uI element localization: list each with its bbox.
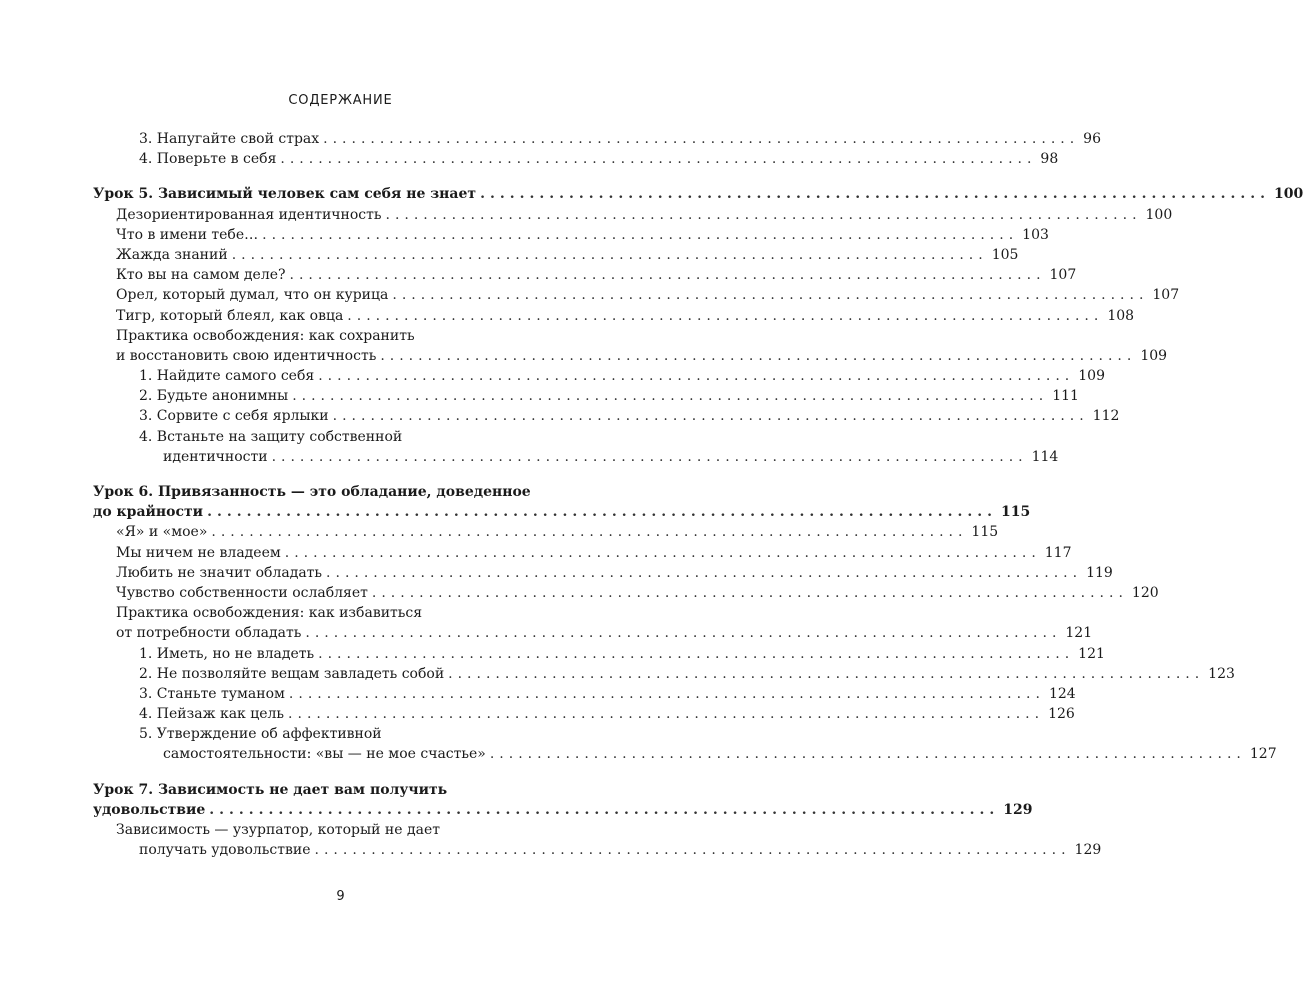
dot-leader: ................................................................................ xyxy=(207,504,997,521)
toc-entry-page: 105 xyxy=(991,246,1019,263)
lesson-title-line1: Урок 6. Привязанность — это обладание, доведенное xyxy=(93,484,531,500)
toc-step-heading xyxy=(93,427,549,447)
toc-step[interactable] xyxy=(93,744,1277,764)
toc-lesson-6[interactable] xyxy=(93,502,1031,522)
toc-entry[interactable] xyxy=(93,149,1059,169)
toc-practice-heading xyxy=(93,603,549,623)
toc-step-title: 1. Иметь, но не владеть xyxy=(139,645,315,662)
toc-entry[interactable] xyxy=(93,840,1102,860)
toc-step-title: 1. Найдите самого себя xyxy=(139,368,315,385)
toc-entry-title: Чувство собственности ослабляет xyxy=(116,584,368,601)
toc-entry-page: 119 xyxy=(1086,564,1113,581)
toc-step-title-line1: 4. Встаньте на защиту собственной xyxy=(139,428,403,445)
toc-entry-title: «Я» и «мое» xyxy=(116,524,208,541)
dot-leader: ................................................................................ xyxy=(284,544,1041,561)
practice-title-line1: Практика освобождения: как сохранить xyxy=(116,327,415,344)
toc-entry[interactable] xyxy=(93,205,1173,225)
lesson-title-line2: удовольствие xyxy=(93,801,206,818)
table-of-contents xyxy=(93,129,1303,860)
toc-step-page: 124 xyxy=(1048,685,1076,702)
toc-lesson-7[interactable] xyxy=(93,800,1033,820)
toc-entry[interactable] xyxy=(93,245,1019,265)
dot-leader: ................................................................................ xyxy=(211,524,968,541)
dot-leader: ................................................................................ xyxy=(262,226,1019,243)
toc-lesson-7-heading xyxy=(93,780,549,800)
lesson-page: 129 xyxy=(1003,801,1033,818)
toc-entry-page: 109 xyxy=(1140,347,1168,364)
dot-leader: ................................................................................ xyxy=(305,625,1062,642)
toc-step-title: 4. Пейзаж как цель xyxy=(139,706,285,723)
dot-leader: ................................................................................ xyxy=(292,388,1049,405)
dot-leader: ................................................................................ xyxy=(318,645,1075,662)
toc-entry-page: 129 xyxy=(1074,842,1102,859)
toc-entry-page: 121 xyxy=(1065,625,1093,642)
toc-entry[interactable] xyxy=(93,285,1180,305)
lesson-page: 100 xyxy=(1274,186,1303,203)
dot-leader: ................................................................................ xyxy=(347,307,1104,324)
toc-entry-title: Что в имени тебе… xyxy=(116,226,259,243)
toc-entry[interactable] xyxy=(93,583,1159,603)
toc-step-page: 123 xyxy=(1208,665,1235,682)
toc-entry-page: 100 xyxy=(1145,206,1173,223)
practice-title-line1: Практика освобождения: как избавиться xyxy=(116,605,423,622)
toc-step-title-line2: самостоятельности: «вы — не мое счастье» xyxy=(163,746,486,763)
toc-entry-page: 108 xyxy=(1107,307,1135,324)
toc-entry-title: Дезориентированная идентичность xyxy=(116,206,382,223)
toc-entry-heading xyxy=(93,820,549,840)
practice-title-line2: и восстановить свою идентичность xyxy=(116,347,377,364)
toc-entry-title: Тигр, который блеял, как овца xyxy=(116,307,344,324)
toc-step[interactable] xyxy=(93,366,1105,386)
toc-lesson-6-heading xyxy=(93,482,549,502)
toc-entry[interactable] xyxy=(93,129,1101,149)
dot-leader: ................................................................................ xyxy=(271,448,1028,465)
toc-entry[interactable] xyxy=(93,265,1077,285)
toc-entry-title: 3. Напугайте свой страх xyxy=(139,131,320,147)
toc-entry-page: 107 xyxy=(1152,287,1180,304)
toc-entry[interactable] xyxy=(93,543,1072,563)
toc-entry-title: Жажда знаний xyxy=(116,246,228,263)
toc-entry-title: Мы ничем не владеем xyxy=(116,544,281,561)
toc-step-title: 2. Не позволяйте вещам завладеть собой xyxy=(139,665,445,682)
toc-step[interactable] xyxy=(93,684,1076,704)
toc-entry-title-line1: Зависимость — узурпатор, который не дает xyxy=(116,822,440,838)
toc-step-title: 3. Сорвите с себя ярлыки xyxy=(139,408,329,425)
toc-entry-page: 107 xyxy=(1049,267,1077,284)
toc-step-title: 2. Будьте анонимны xyxy=(139,388,289,405)
dot-leader: ................................................................................ xyxy=(332,408,1089,425)
toc-step[interactable] xyxy=(93,644,1105,664)
toc-entry[interactable] xyxy=(93,306,1135,326)
dot-leader: ................................................................................ xyxy=(323,131,1080,147)
lesson-title-line1: Урок 7. Зависимость не дает вам получить xyxy=(93,781,448,798)
toc-step[interactable] xyxy=(93,406,1120,426)
toc-step-page: 112 xyxy=(1092,408,1120,425)
toc-step[interactable] xyxy=(93,386,1079,406)
toc-entry-title: Любить не значит обладать xyxy=(116,564,323,581)
dot-leader: ................................................................................ xyxy=(392,287,1149,304)
dot-leader: ................................................................................ xyxy=(288,685,1045,702)
toc-entry[interactable] xyxy=(93,225,1049,245)
dot-leader: ................................................................................ xyxy=(314,842,1071,859)
toc-entry-page: 120 xyxy=(1131,584,1159,601)
dot-leader: ................................................................................ xyxy=(318,368,1075,385)
page-number: 9 xyxy=(336,889,345,904)
toc-step-page: 127 xyxy=(1249,746,1277,763)
dot-leader: ................................................................................ xyxy=(380,347,1137,364)
toc-practice-heading xyxy=(93,326,549,346)
practice-title-line2: от потребности обладать xyxy=(116,625,302,642)
dot-leader: ................................................................................ xyxy=(489,746,1246,763)
toc-entry-title-line2: получать удовольствие xyxy=(139,842,311,859)
toc-step-title-line1: 5. Утверждение об аффективной xyxy=(139,726,382,743)
lesson-title: Урок 5. Зависимый человек сам себя не знает xyxy=(93,186,477,203)
toc-step-title-line2: идентичности xyxy=(163,448,268,465)
dot-leader: ................................................................................ xyxy=(288,706,1045,723)
dot-leader: ................................................................................ xyxy=(326,564,1083,581)
toc-step-page: 126 xyxy=(1048,706,1075,723)
toc-step-heading xyxy=(93,724,549,744)
dot-leader: ................................................................................ xyxy=(385,206,1142,223)
toc-entry[interactable] xyxy=(93,346,1168,366)
toc-step-page: 114 xyxy=(1031,448,1059,465)
dot-leader: ................................................................................ xyxy=(289,267,1046,284)
dot-leader: ................................................................................ xyxy=(231,246,988,263)
toc-entry[interactable] xyxy=(93,623,1093,643)
toc-step[interactable] xyxy=(93,447,1059,467)
dot-leader: ................................................................................ xyxy=(209,801,1000,818)
toc-step-page: 109 xyxy=(1078,368,1105,385)
toc-step[interactable] xyxy=(93,664,1235,684)
toc-entry-page: 98 xyxy=(1040,151,1059,168)
toc-entry-title: Орел, который думал, что он курица xyxy=(116,287,389,304)
toc-entry[interactable] xyxy=(93,563,1113,583)
toc-entry-title: 4. Поверьте в себя xyxy=(139,151,277,168)
toc-step-title: 3. Станьте туманом xyxy=(139,685,285,702)
lesson-title-line2: до крайности xyxy=(93,504,204,521)
toc-lesson-5[interactable] xyxy=(93,184,1303,204)
toc-entry-title: Кто вы на самом деле? xyxy=(116,267,286,284)
toc-entry-page: 117 xyxy=(1044,544,1072,561)
toc-entry-page: 96 xyxy=(1083,131,1101,147)
toc-entry-page: 103 xyxy=(1022,226,1049,243)
dot-leader: ................................................................................ xyxy=(448,665,1205,682)
running-header: СОДЕРЖАНИЕ xyxy=(288,93,393,108)
toc-entry[interactable] xyxy=(93,522,999,542)
toc-step-page: 121 xyxy=(1078,645,1105,662)
toc-entry-page: 115 xyxy=(971,524,999,541)
dot-leader: ................................................................................ xyxy=(480,186,1270,203)
lesson-page: 115 xyxy=(1001,504,1031,521)
toc-step[interactable] xyxy=(93,704,1075,724)
dot-leader: ................................................................................ xyxy=(280,151,1037,168)
dot-leader: ................................................................................ xyxy=(371,584,1128,601)
toc-step-page: 111 xyxy=(1052,388,1079,405)
